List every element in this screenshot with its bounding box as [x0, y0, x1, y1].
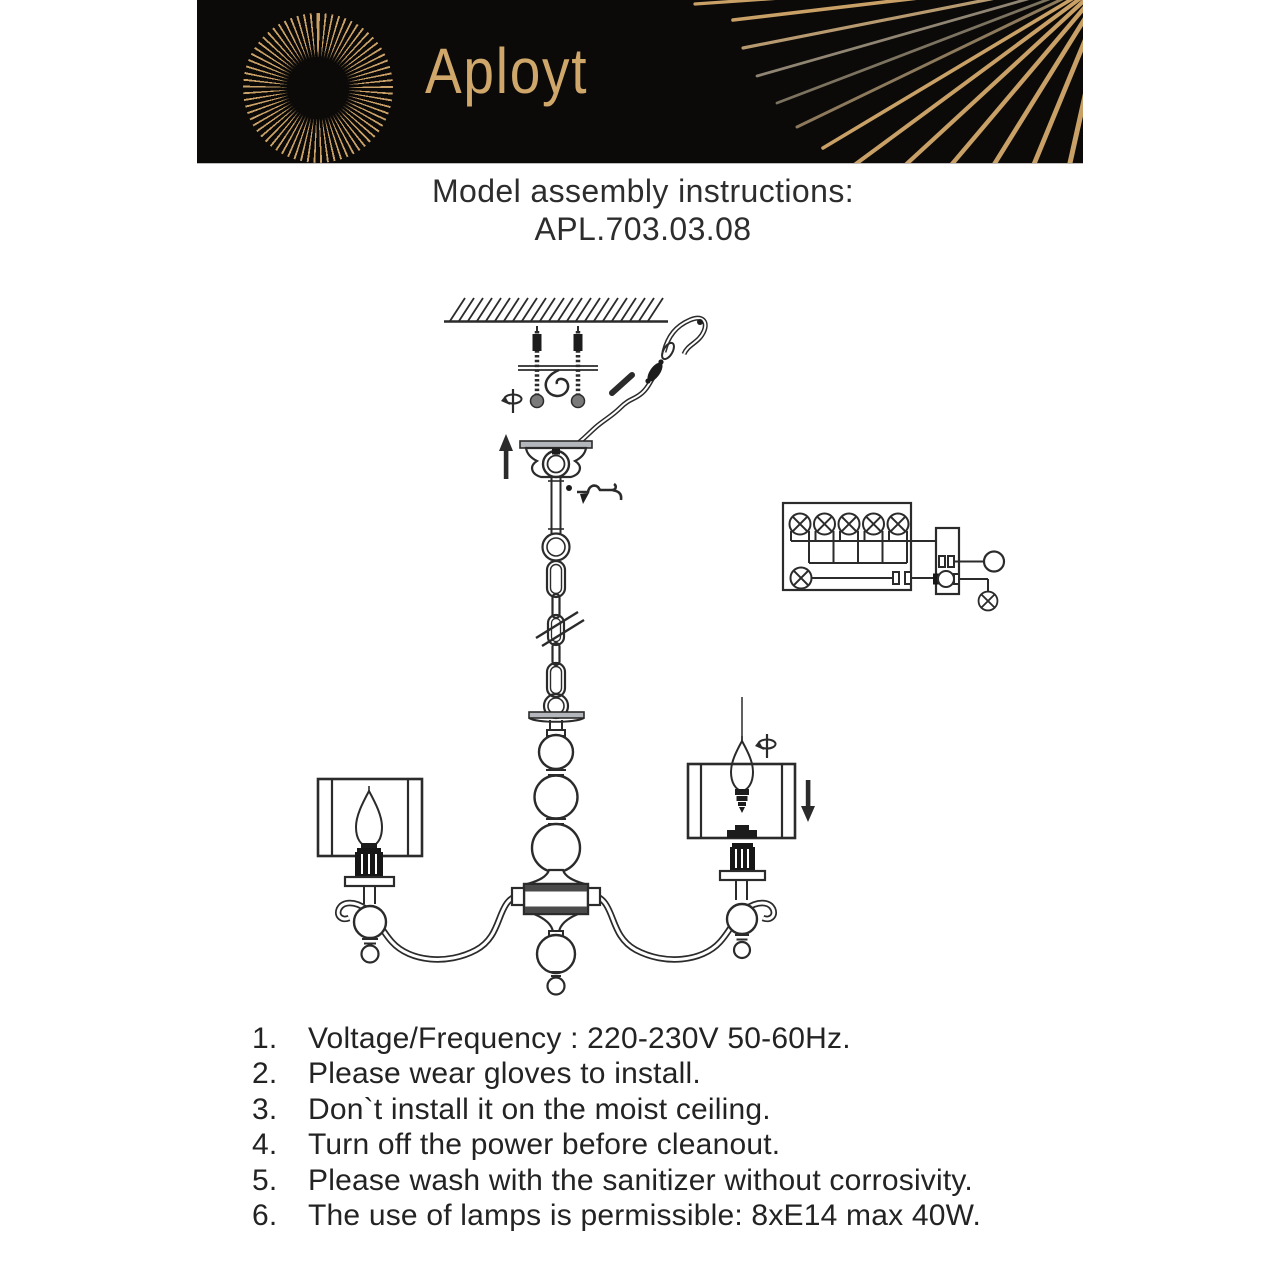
item-number: 1. — [252, 1022, 278, 1055]
rotate-symbol — [501, 389, 522, 413]
list-item — [252, 1056, 1072, 1091]
wiring-schematic — [783, 503, 1004, 610]
hook-wrench-icon — [566, 484, 621, 504]
list-item — [252, 1021, 1072, 1056]
ceiling-hatching — [444, 298, 668, 322]
list-item — [252, 1127, 1072, 1162]
brand-name: Aployt — [425, 35, 589, 107]
rotate-symbol — [755, 734, 776, 758]
list-item — [252, 1163, 1072, 1198]
candle-bulb — [356, 791, 382, 847]
candle-bulb — [731, 741, 753, 791]
item-number: 2. — [252, 1057, 278, 1091]
item-text: Turn off the power before cleanout. — [308, 1128, 781, 1162]
instruction-list — [252, 1021, 1072, 1233]
ceiling-canopy — [520, 441, 592, 477]
item-text: The use of lamps is permissible: 8xE14 max 40W. — [308, 1199, 982, 1233]
item-number: 4. — [252, 1128, 278, 1162]
item-number: 5. — [252, 1163, 278, 1197]
list-item — [252, 1198, 1072, 1233]
list-item — [252, 1092, 1072, 1127]
page-title: Model assembly instructions: — [431, 173, 855, 209]
right-lampshade-assembly — [688, 697, 795, 958]
insert-down-arrow — [801, 780, 815, 822]
item-text: Please wear gloves to install. — [308, 1057, 701, 1091]
hanging-chain — [536, 477, 584, 718]
power-wire-connector — [572, 318, 705, 448]
center-column — [512, 735, 600, 995]
lift-arrow — [499, 434, 513, 479]
item-text: Don`t install it on the moist ceiling. — [308, 1092, 771, 1126]
item-text: Voltage/Frequency : 220-230V 50-60Hz. — [308, 1022, 851, 1055]
item-text: Please wash with the sanitizer without corrosivity. — [308, 1163, 973, 1197]
item-number: 6. — [252, 1199, 278, 1233]
model-code: APL.703.03.08 — [534, 211, 752, 247]
item-number: 3. — [252, 1092, 278, 1126]
column-cap — [529, 712, 584, 736]
mounting-bracket-hook — [518, 366, 598, 396]
left-lampshade-assembly — [318, 779, 422, 963]
